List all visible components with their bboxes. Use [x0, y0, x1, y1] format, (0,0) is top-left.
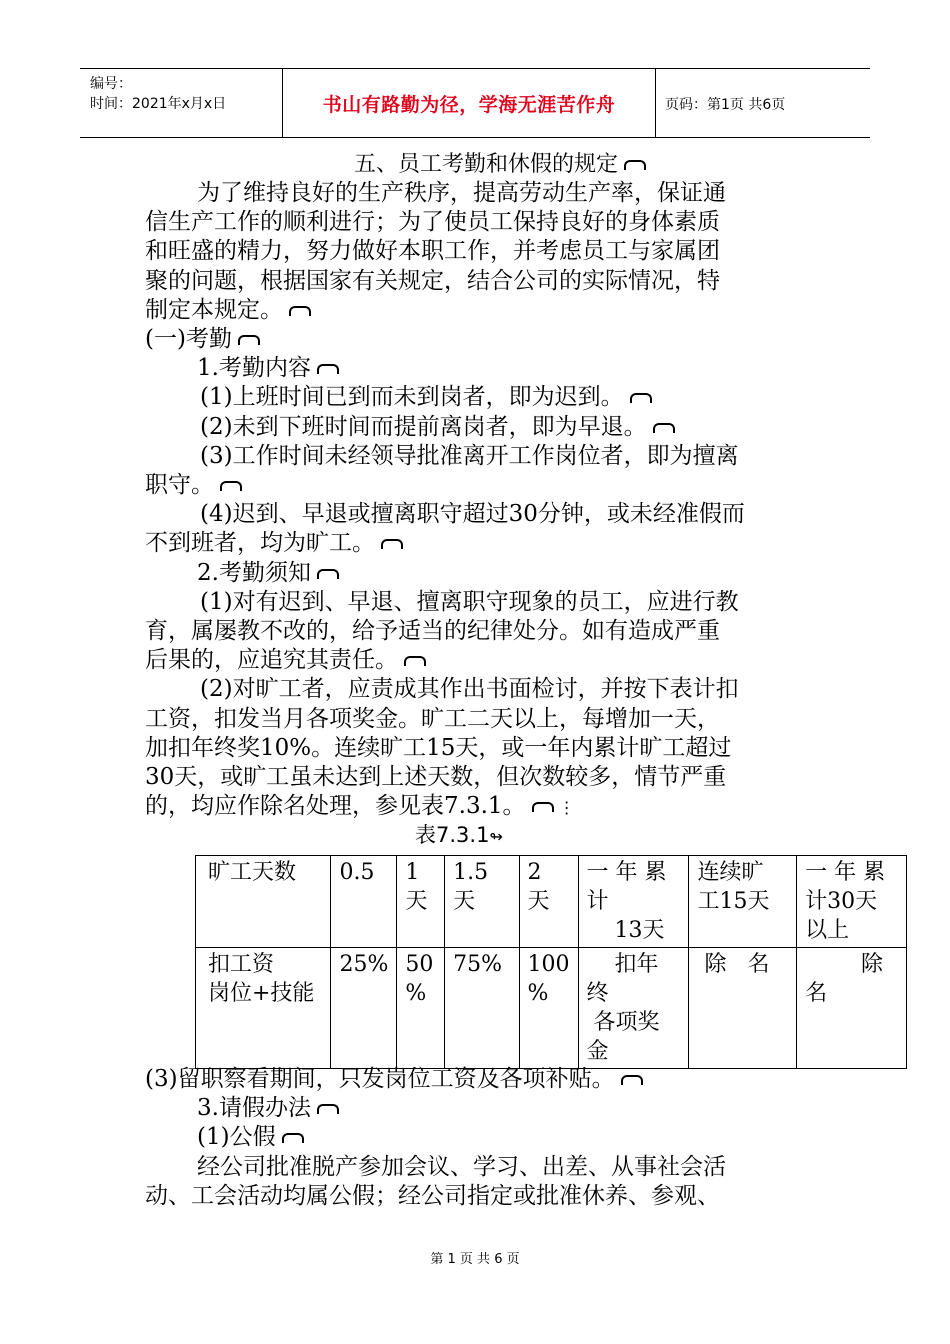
list-item: 工资，扣发当月各项奖金。旷工二天以上，每增加一天，	[145, 705, 720, 732]
list-item: 育，属屡教不改的，给予适当的纪律处分。如有造成严重	[145, 618, 720, 645]
list-item: 不到班者，均为旷工。	[145, 529, 810, 558]
list-item: (3)工作时间未经领导批准离开工作岗位者，即为擅离	[200, 442, 739, 469]
return-mark-icon	[624, 160, 646, 170]
return-mark-icon	[238, 335, 260, 345]
return-mark-icon	[282, 1133, 304, 1143]
page-header	[80, 68, 870, 138]
motto-text: 书山有路勤为径，学海无涯苦作舟	[322, 93, 616, 116]
table-cell: 75%	[445, 948, 519, 1069]
list-item: (2)未到下班时间而提前离岗者，即为早退。	[145, 413, 810, 442]
table-cell: 2 天	[519, 856, 578, 948]
return-mark-icon	[317, 1104, 339, 1114]
list-item: (1)公假	[145, 1123, 810, 1152]
sub-heading: 2.考勤须知	[145, 559, 810, 588]
paragraph-line: 经公司批准脱产参加会议、学习、出差、从事社会活	[197, 1153, 726, 1180]
list-item: 加扣年终奖10%。连续旷工15天，或一年内累计旷工超过	[145, 734, 732, 761]
intro-line: 制定本规定。	[145, 296, 810, 325]
table-cell: 0.5	[331, 856, 397, 948]
list-item: (1)对有迟到、早退、擅离职守现象的员工，应进行教	[200, 588, 739, 615]
list-item: (3)留职察看期间，只发岗位工资及各项补贴。	[145, 1065, 810, 1094]
table-cell: 一 年 累 计 13天	[578, 856, 689, 948]
list-item: (1)上班时间已到而未到岗者，即为迟到。	[145, 383, 810, 412]
header-page	[655, 69, 870, 137]
table-cell: 25%	[331, 948, 397, 1069]
table-cell: 连续旷 工15天	[689, 856, 797, 948]
table-row	[196, 856, 907, 948]
header-meta	[80, 69, 282, 137]
return-mark-icon	[653, 423, 675, 433]
return-mark-icon	[317, 364, 339, 374]
list-item: 30天，或旷工虽未达到上述天数，但次数较多，情节严重	[145, 764, 727, 791]
sub-heading: 3.请假办法	[145, 1094, 810, 1123]
return-mark-icon	[381, 539, 403, 549]
document-body	[145, 150, 810, 850]
intro-line: 信生产工作的顺利进行；为了使员工保持良好的身体素质	[145, 209, 720, 236]
table-cell: 扣工资 岗位+技能	[196, 948, 331, 1069]
list-item: (2)对旷工者，应责成其作出书面检讨，并按下表计扣	[200, 676, 739, 703]
table-cell: 100 %	[519, 948, 578, 1069]
return-mark-icon	[532, 802, 554, 812]
table-cell: 扣年 终 各项奖 金	[578, 948, 689, 1069]
return-mark-icon	[404, 656, 426, 666]
table-cell: 除 名	[797, 948, 907, 1069]
table-cell: 除 名	[689, 948, 797, 1069]
return-mark-icon	[621, 1075, 643, 1085]
table-row	[196, 948, 907, 1069]
list-item: 的，均应作除名处理，参见表7.3.1。 ⋮	[145, 793, 575, 820]
absence-deduction-table	[195, 855, 907, 1069]
table-cell: 1.5 天	[445, 856, 519, 948]
date-label: 时间：2021年x月x日	[90, 96, 227, 112]
sub-heading: 1.考勤内容	[145, 354, 810, 383]
header-motto	[282, 69, 656, 137]
return-mark-icon	[630, 393, 652, 403]
paragraph-line: 动、工会活动均属公假；经公司指定或批准休养、参观、	[145, 1182, 720, 1209]
document-body-continued	[145, 1065, 810, 1211]
doc-title: 五、员工考勤和休假的规定	[145, 150, 810, 179]
section-heading: (一)考勤	[145, 325, 810, 354]
return-mark-icon	[317, 569, 339, 579]
vertical-ellipsis-icon: ⋮	[553, 798, 575, 818]
table-cell: 一 年 累 计30天 以上	[797, 856, 907, 948]
anchor-mark-icon: ↬	[489, 827, 503, 847]
intro-line: 为了维持良好的生产秩序，提高劳动生产率，保证通	[197, 180, 726, 206]
table-cell: 50 %	[397, 948, 445, 1069]
intro-line: 和旺盛的精力，努力做好本职工作，并考虑员工与家属团	[145, 238, 720, 265]
number-label: 编号：	[90, 76, 132, 92]
return-mark-icon	[289, 306, 311, 316]
return-mark-icon	[220, 481, 242, 491]
table-caption: 表7.3.1↬	[415, 823, 503, 848]
table-cell: 旷工天数	[196, 856, 331, 948]
list-item: 后果的，应追究其责任。	[145, 646, 810, 675]
list-item: 职守。	[145, 471, 810, 500]
page-footer: 第 1 页 共 6 页	[430, 1252, 520, 1267]
table-cell: 1 天	[397, 856, 445, 948]
page-label: 页码：第1页 共6页	[665, 97, 786, 113]
intro-line: 聚的问题，根据国家有关规定，结合公司的实际情况，特	[145, 267, 720, 294]
list-item: (4)迟到、早退或擅离职守超过30分钟，或未经准假而	[200, 501, 745, 528]
